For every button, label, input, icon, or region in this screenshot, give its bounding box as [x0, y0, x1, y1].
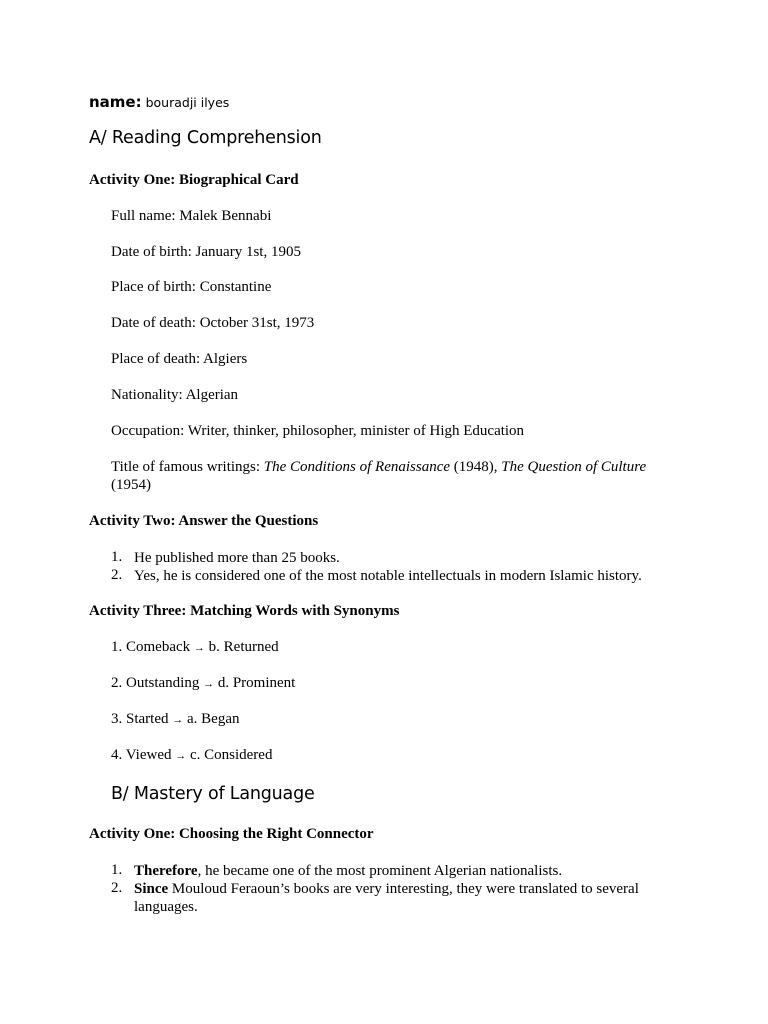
writing-title: The Conditions of Renaissance: [263, 459, 451, 475]
writings-label: Title of famous writings:: [111, 459, 264, 475]
list-number: 1.: [111, 862, 123, 878]
connector-word: Therefore: [134, 863, 198, 879]
match-row: [111, 675, 295, 692]
section-b-heading: B/ Mastery of Language: [111, 784, 315, 804]
match-row: [111, 747, 272, 764]
bio-field: Full name: Malek Bennabi: [111, 208, 272, 224]
arrow-icon: →: [172, 714, 184, 726]
list-number: 1.: [111, 549, 123, 565]
name-label: name:: [89, 93, 142, 111]
bio-field: Date of death: October 31st, 1973: [111, 315, 315, 331]
match-synonym: d. Prominent: [214, 675, 296, 691]
match-synonym: c. Considered: [186, 747, 273, 763]
arrow-icon: →: [175, 750, 187, 762]
bio-field: Occupation: Writer, thinker, philosopher, minister of High Education: [111, 423, 525, 439]
connector-sentence: [134, 862, 694, 880]
match-row: [111, 639, 279, 656]
famous-writings-field: [111, 459, 646, 476]
name-value: bouradji ilyes: [141, 95, 230, 110]
bio-field: Date of birth: January 1st, 1905: [111, 244, 301, 260]
section-a-heading: A/ Reading Comprehension: [89, 128, 322, 148]
list-number: 2.: [111, 880, 123, 896]
list-number: 2.: [111, 567, 123, 583]
activity-one-heading: Activity One: Biographical Card: [89, 172, 299, 188]
connector-sentence: [134, 880, 654, 916]
writing-year: (1948),: [450, 459, 502, 475]
connector-word: Since: [134, 881, 169, 897]
bio-field: Place of birth: Constantine: [111, 279, 272, 295]
writing-title: The Question of Culture: [501, 459, 647, 475]
answer-text: Yes, he is considered one of the most notable intellectuals in modern Islamic history.: [134, 568, 642, 584]
activity-three-heading: Activity Three: Matching Words with Synonyms: [89, 603, 400, 619]
match-synonym: a. Began: [183, 711, 240, 727]
sentence-rest: Mouloud Feraoun’s books are very interesting, they were translated to several languages.: [134, 881, 639, 915]
bio-field: Nationality: Algerian: [111, 387, 239, 403]
match-word: 2. Outstanding: [111, 675, 204, 691]
match-synonym: b. Returned: [204, 639, 279, 655]
student-name-line: [89, 92, 229, 111]
activity-two-heading: Activity Two: Answer the Questions: [89, 513, 319, 529]
match-row: [111, 711, 239, 728]
writing-year: (1954): [111, 477, 151, 493]
match-word: 3. Started: [111, 711, 173, 727]
match-word: 4. Viewed: [111, 747, 176, 763]
activity-one-heading: Activity One: Choosing the Right Connector: [89, 826, 374, 842]
answer-text: He published more than 25 books.: [134, 550, 340, 566]
arrow-icon: →: [193, 642, 205, 654]
bio-field: Place of death: Algiers: [111, 351, 248, 367]
sentence-rest: , he became one of the most prominent Algerian nationalists.: [197, 863, 563, 879]
match-word: 1. Comeback: [111, 639, 194, 655]
arrow-icon: →: [203, 678, 215, 690]
